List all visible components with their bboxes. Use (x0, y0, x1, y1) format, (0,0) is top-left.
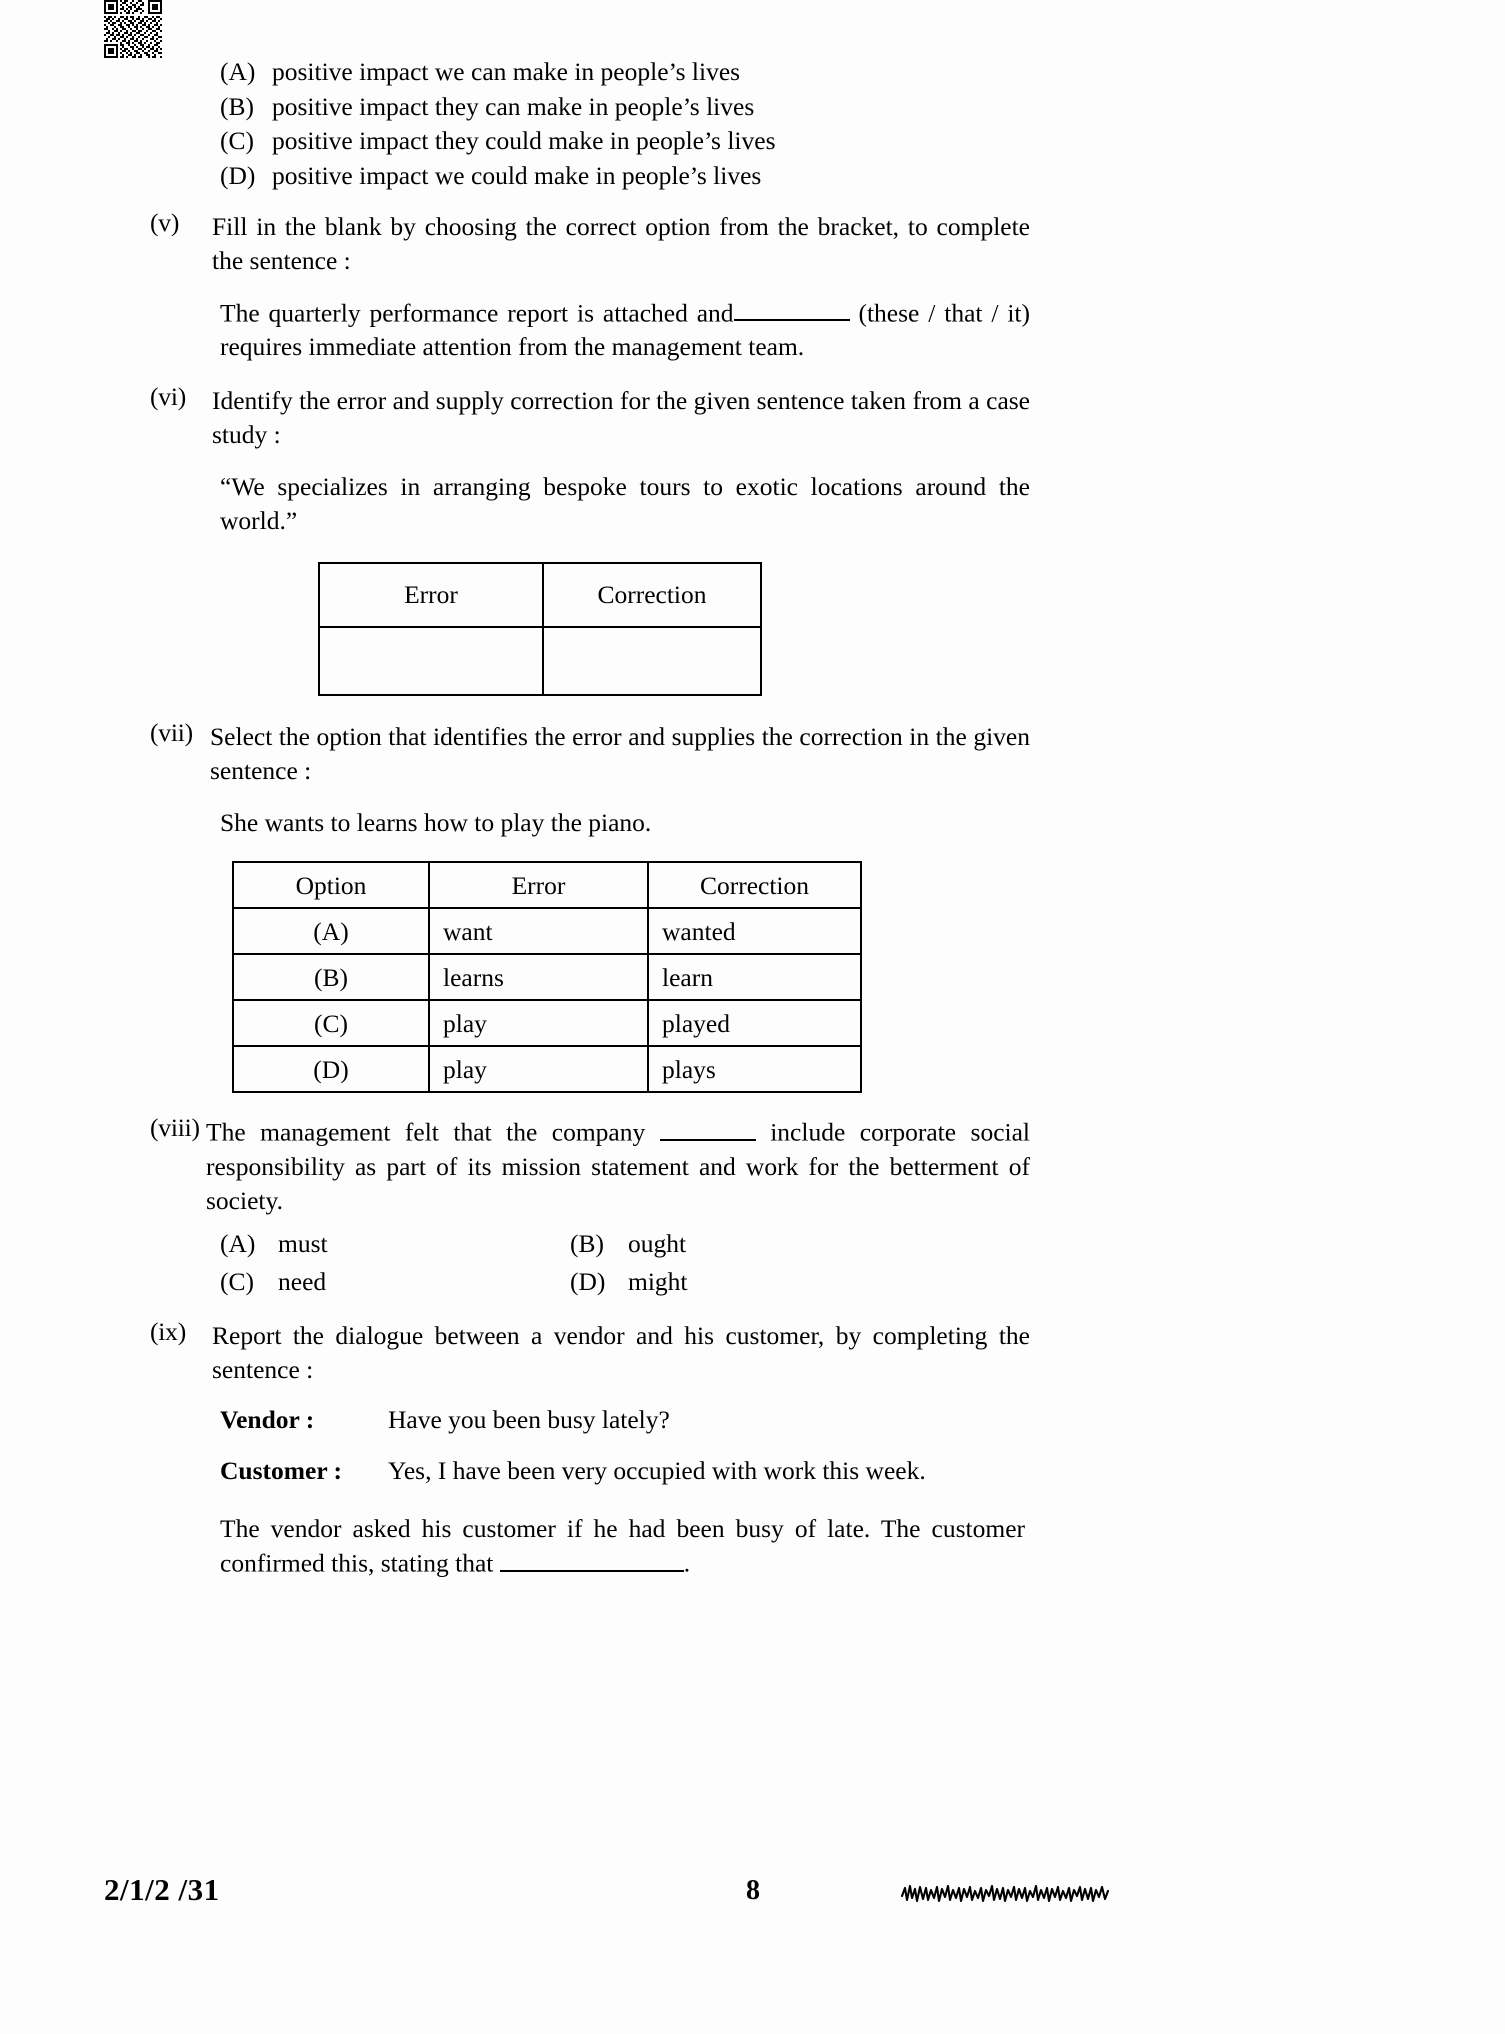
error-correction-table (318, 562, 762, 696)
table-header-option: Option (233, 862, 429, 908)
question-marker: (viii) (150, 1113, 200, 1143)
option-row (220, 128, 1030, 154)
question-prompt: Report the dialogue between a vendor and his customer, by completing the sentence : (212, 1320, 1030, 1384)
question-marker: (ix) (150, 1316, 187, 1346)
error-correction-table-wrap (318, 562, 1030, 696)
dialogue-line-customer (220, 1454, 1030, 1488)
question-prompt: Fill in the blank by choosing the correct option from the bracket, to complete the sentence : (212, 212, 1030, 275)
question-marker: (vi) (150, 382, 187, 412)
sentence-part-1: The quarterly performance report is attached and (220, 298, 734, 328)
answer-part-2: . (683, 1548, 691, 1578)
option-label: (C) (220, 126, 254, 155)
option-cd-left (220, 1269, 570, 1295)
cell-option: (A) (233, 908, 429, 954)
question-text (206, 1115, 1030, 1217)
option-label: (D) (220, 160, 256, 190)
option-label: (B) (220, 91, 254, 121)
question-content (150, 50, 1030, 1580)
answer-cell-correction[interactable] (543, 627, 761, 695)
question-prompt: Identify the error and supply correction for the given sentence taken from a case study : (212, 386, 1030, 449)
question-text-part-2: include corporate social responsibility as part of its mission statement and work for the betterment of society. (206, 1117, 1031, 1215)
option-row (220, 160, 1030, 190)
option-label: (D) (570, 1267, 606, 1297)
answer-part-1: The vendor asked his customer if he had been busy of late. The customer confirmed this, stating that (220, 1514, 1025, 1578)
signature-squiggle-icon (900, 1882, 1110, 1908)
page-footer (0, 1872, 1505, 1932)
table-header-row (319, 563, 761, 627)
table-header-correction: Correction (543, 563, 761, 627)
fill-blank (734, 296, 850, 321)
table-row[interactable] (233, 1046, 861, 1092)
table-row[interactable] (233, 908, 861, 954)
question-marker: (v) (150, 208, 180, 237)
option-cd-right (570, 1269, 688, 1295)
option-pair-row (220, 1269, 1030, 1295)
dialogue-line-vendor (220, 1403, 1030, 1437)
cell-error: play (429, 1000, 648, 1046)
cell-error: want (429, 908, 648, 954)
option-text: positive impact we could make in people’s lives (272, 160, 762, 190)
dialogue-text: Yes, I have been very occupied with work this week. (388, 1456, 926, 1486)
option-ab-left (220, 1228, 570, 1258)
question-text-part-1: The management felt that the company (206, 1117, 646, 1147)
dialogue-text: Have you been busy lately? (388, 1405, 670, 1435)
question-v-sentence (220, 296, 1030, 364)
question-marker: (vii) (150, 717, 193, 747)
paper-code: 2/1/2 /31 (104, 1872, 220, 1907)
dialogue-speaker: Customer : (220, 1456, 343, 1486)
table-row[interactable] (233, 954, 861, 1000)
option-text: must (278, 1228, 328, 1258)
answer-cell-error[interactable] (319, 627, 543, 695)
cell-correction: learn (648, 954, 861, 1000)
question-vii (150, 717, 1030, 788)
question-vii-sentence: She wants to learns how to play the piano. (220, 807, 652, 837)
option-label: (A) (220, 1228, 256, 1258)
cell-error: play (429, 1046, 648, 1092)
option-text: ought (628, 1228, 687, 1258)
cell-correction: wanted (648, 908, 861, 954)
table-header-error: Error (319, 563, 543, 627)
question-viii (150, 1115, 1030, 1217)
table-header-row (233, 862, 861, 908)
cell-correction: played (648, 1000, 861, 1046)
table-header-correction: Correction (648, 862, 861, 908)
question-vi (150, 384, 1030, 452)
option-label: (B) (570, 1228, 604, 1258)
question-vi-sentence: “We specializes in arranging bespoke tours to exotic locations around the world.” (220, 471, 1030, 535)
option-error-correction-table-wrap (232, 861, 1030, 1093)
question-ix (150, 1316, 1030, 1387)
cell-option: (D) (233, 1046, 429, 1092)
table-row (319, 627, 761, 695)
cell-option: (B) (233, 954, 429, 1000)
table-row[interactable] (233, 1000, 861, 1046)
table-header-error: Error (429, 862, 648, 908)
option-text: positive impact they can make in people’s lives (272, 91, 755, 121)
option-text: need (278, 1267, 327, 1297)
option-text: positive impact we can make in people’s lives (272, 57, 741, 86)
cell-error: learns (429, 954, 648, 1000)
option-pair-row (220, 1228, 1030, 1258)
sentence-part-2: (these / that / it) requires immediate attention from the management team. (220, 298, 1031, 362)
option-label: (C) (220, 1267, 254, 1297)
fill-blank (660, 1115, 756, 1140)
question-prompt: Select the option that identifies the error and supplies the correction in the given sentence : (210, 721, 1030, 785)
question-v (150, 210, 1030, 278)
dialogue-speaker: Vendor : (220, 1405, 315, 1435)
option-label: (A) (220, 57, 256, 86)
option-text: positive impact they could make in people’s lives (272, 126, 776, 155)
option-error-correction-table (232, 861, 862, 1093)
cell-correction: plays (648, 1046, 861, 1092)
option-ab-right (570, 1228, 687, 1258)
option-row (220, 91, 1030, 121)
cell-option: (C) (233, 1000, 429, 1046)
page-number: 8 (746, 1875, 760, 1906)
fill-blank (500, 1546, 684, 1571)
option-text: might (628, 1267, 688, 1297)
option-row (220, 59, 1030, 85)
question-ix-answer (220, 1512, 1025, 1580)
